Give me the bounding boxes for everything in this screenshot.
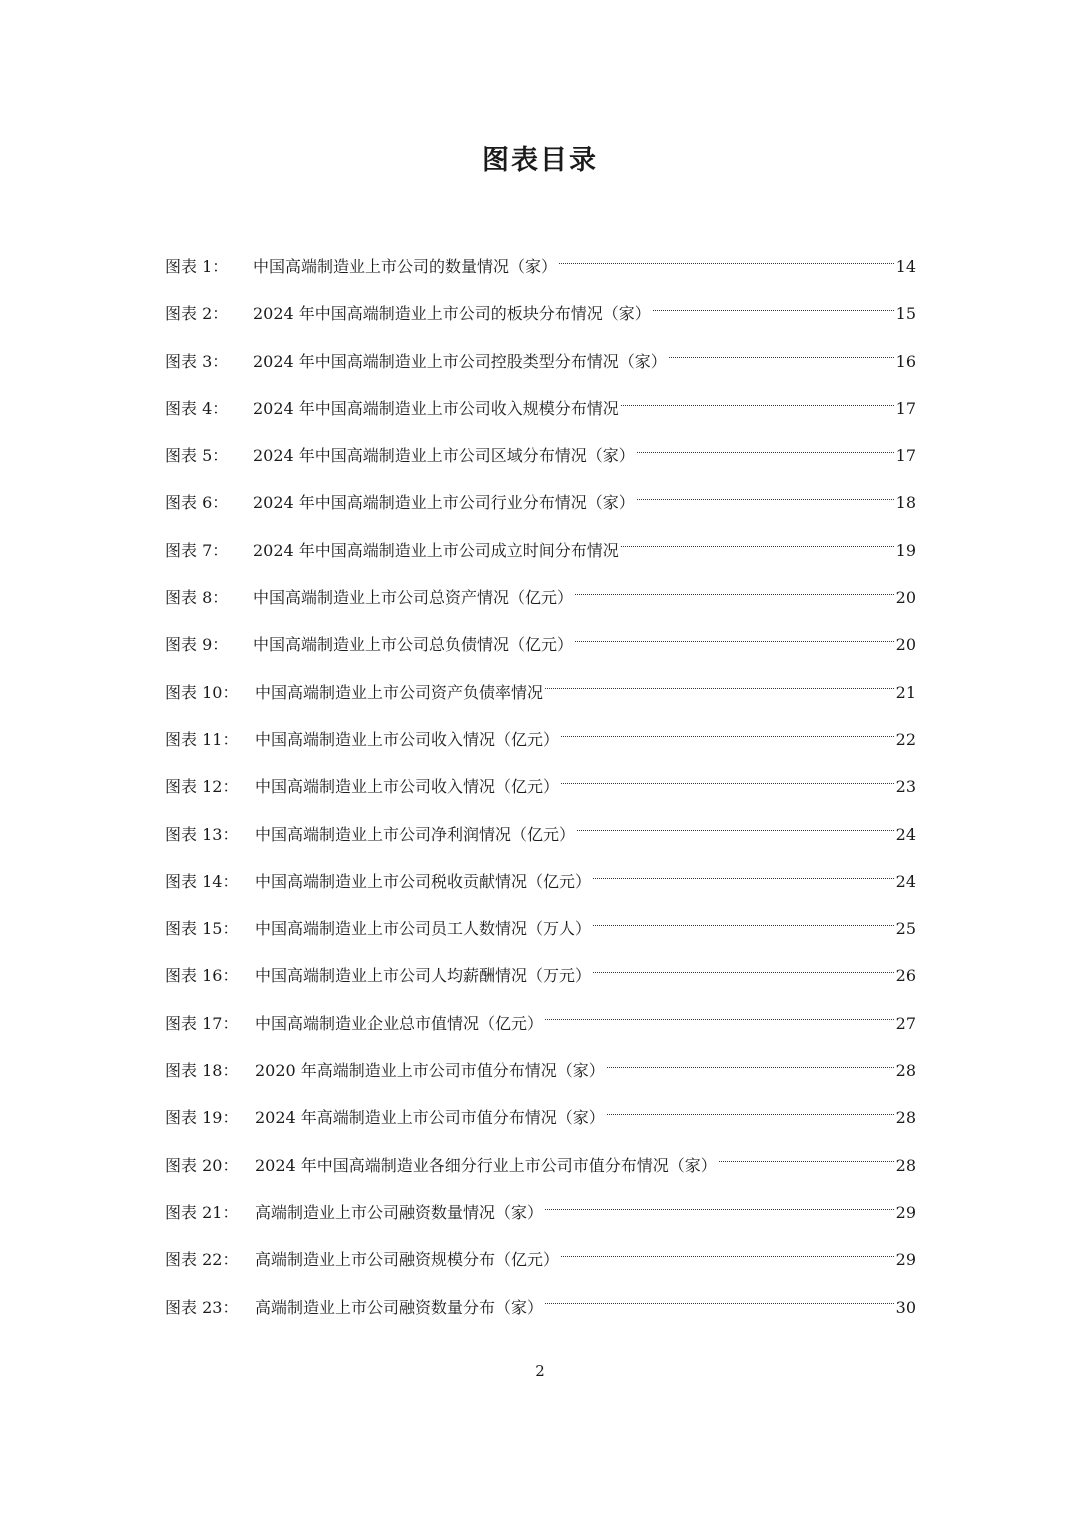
- toc-entry-label: 图表 9：: [165, 635, 229, 655]
- toc-entry-title: 2020 年高端制造业上市公司市值分布情况（家）: [255, 1061, 605, 1081]
- dot-leader: [653, 309, 894, 311]
- toc-entry-title: 高端制造业上市公司融资规模分布（亿元）: [255, 1250, 560, 1270]
- toc-entry[interactable]: [165, 811, 916, 858]
- toc-entry-page: 18: [895, 493, 916, 513]
- toc-entry-page: 21: [895, 682, 916, 702]
- toc-entry-label: 图表 2：: [165, 304, 229, 324]
- dot-leader: [607, 1066, 894, 1068]
- toc-entry-page: 28: [895, 1108, 916, 1128]
- toc-entry-page: 27: [895, 1013, 916, 1033]
- toc-entry-page: 24: [895, 824, 916, 844]
- toc-entry-title: 2024 年中国高端制造业上市公司成立时间分布情况: [253, 540, 619, 560]
- dot-leader: [545, 1302, 894, 1304]
- toc-entry[interactable]: [165, 574, 916, 621]
- toc-entry-title: 中国高端制造业上市公司员工人数情况（万人）: [255, 919, 592, 939]
- toc-entry-title: 中国高端制造业上市公司的数量情况（家）: [253, 257, 558, 276]
- dot-leader: [719, 1160, 894, 1162]
- toc-entry[interactable]: [165, 763, 916, 810]
- toc-entry-page: 19: [895, 540, 916, 560]
- dot-leader: [545, 687, 894, 689]
- toc-entry-page: 17: [895, 446, 916, 466]
- toc-entry-title: 2024 年中国高端制造业上市公司控股类型分布情况（家）: [253, 351, 667, 371]
- dot-leader: [607, 1113, 894, 1115]
- toc-entry-page: 24: [895, 871, 916, 891]
- dot-leader: [561, 735, 894, 737]
- toc-entry[interactable]: [165, 1000, 916, 1047]
- toc-entry-label: 图表 22：: [165, 1250, 239, 1270]
- toc-entry[interactable]: [165, 858, 916, 905]
- toc-entry-label: 图表 23：: [165, 1297, 239, 1317]
- toc-entry-label: 图表 16：: [165, 966, 239, 986]
- toc-entry-page: 22: [895, 729, 916, 749]
- toc-entry-label: 图表 10：: [165, 682, 239, 702]
- toc-entry-label: 图表 17：: [165, 1013, 239, 1033]
- toc-entry[interactable]: [165, 1236, 916, 1283]
- dot-leader: [559, 262, 894, 264]
- dot-leader: [621, 545, 894, 547]
- toc-entry-label: 图表 15：: [165, 919, 239, 939]
- toc-entry[interactable]: [165, 1094, 916, 1141]
- toc-entry-page: 14: [895, 257, 916, 276]
- toc-entry[interactable]: [165, 905, 916, 952]
- toc-entry-label: 图表 19：: [165, 1108, 239, 1128]
- toc-entry-title: 2024 年中国高端制造业上市公司的板块分布情况（家）: [253, 304, 651, 324]
- toc-entry-title: 中国高端制造业上市公司总资产情况（亿元）: [253, 588, 574, 608]
- toc-entry-label: 图表 3：: [165, 351, 229, 371]
- toc-entry[interactable]: [165, 290, 916, 337]
- toc-entry-title: 2024 年中国高端制造业上市公司区域分布情况（家）: [253, 446, 635, 466]
- dot-leader: [669, 356, 894, 358]
- toc-entry-label: 图表 1：: [165, 257, 229, 276]
- toc-entry-label: 图表 6：: [165, 493, 229, 513]
- toc-entry-page: 29: [895, 1250, 916, 1270]
- toc-entry-label: 图表 4：: [165, 398, 229, 418]
- dot-leader: [561, 782, 894, 784]
- toc-entry[interactable]: [165, 716, 916, 763]
- dot-leader: [575, 593, 894, 595]
- toc-entry-title: 中国高端制造业上市公司税收贡献情况（亿元）: [255, 871, 592, 891]
- toc-entry-title: 中国高端制造业上市公司收入情况（亿元）: [255, 777, 560, 797]
- toc-entry[interactable]: [165, 1142, 916, 1189]
- toc-entry-label: 图表 12：: [165, 777, 239, 797]
- dot-leader: [593, 924, 894, 926]
- toc-entry-page: 28: [895, 1061, 916, 1081]
- dot-leader: [593, 971, 894, 973]
- toc-entry-page: 17: [895, 398, 916, 418]
- toc-entry-label: 图表 18：: [165, 1061, 239, 1081]
- toc-entry-label: 图表 14：: [165, 871, 239, 891]
- toc-entry[interactable]: [165, 479, 916, 526]
- dot-leader: [637, 451, 894, 453]
- dot-leader: [637, 498, 894, 500]
- toc-entry-label: 图表 5：: [165, 446, 229, 466]
- toc-entry-title: 2024 年中国高端制造业各细分行业上市公司市值分布情况（家）: [255, 1155, 717, 1175]
- toc-entry-page: 16: [895, 351, 916, 371]
- dot-leader: [545, 1208, 894, 1210]
- toc-entry-page: 15: [895, 304, 916, 324]
- toc-entry[interactable]: [165, 385, 916, 432]
- toc-entry[interactable]: [165, 338, 916, 385]
- toc-entry-label: 图表 11：: [165, 729, 239, 749]
- toc-entry[interactable]: [165, 432, 916, 479]
- toc-entry-title: 2024 年中国高端制造业上市公司行业分布情况（家）: [253, 493, 635, 513]
- toc-entry-label: 图表 20：: [165, 1155, 239, 1175]
- toc-entry-title: 2024 年中国高端制造业上市公司收入规模分布情况: [253, 398, 619, 418]
- toc-entry-label: 图表 13：: [165, 824, 239, 844]
- toc-entry-page: 30: [895, 1297, 916, 1317]
- page-number: 2: [535, 1362, 545, 1380]
- toc-entry-page: 29: [895, 1202, 916, 1222]
- toc-entry-title: 中国高端制造业上市公司净利润情况（亿元）: [255, 824, 576, 844]
- toc-entry[interactable]: [165, 621, 916, 668]
- toc-entry-title: 高端制造业上市公司融资数量情况（家）: [255, 1202, 544, 1222]
- toc-entry-page: 20: [895, 635, 916, 655]
- toc-entry-label: 图表 21：: [165, 1202, 239, 1222]
- toc-entry-page: 28: [895, 1155, 916, 1175]
- dot-leader: [575, 640, 894, 642]
- toc-entry-page: 23: [895, 777, 916, 797]
- toc-entry-title: 2024 年高端制造业上市公司市值分布情况（家）: [255, 1108, 605, 1128]
- toc-entry-title: 高端制造业上市公司融资数量分布（家）: [255, 1297, 544, 1317]
- toc-entry-page: 20: [895, 588, 916, 608]
- dot-leader: [561, 1255, 894, 1257]
- toc-entry[interactable]: [165, 1047, 916, 1094]
- toc-entry-label: 图表 8：: [165, 588, 229, 608]
- toc-entry[interactable]: [165, 669, 916, 716]
- toc-entry-title: 中国高端制造业上市公司收入情况（亿元）: [255, 729, 560, 749]
- toc-entry[interactable]: [165, 952, 916, 999]
- dot-leader: [593, 877, 894, 879]
- toc-entry[interactable]: [165, 527, 916, 574]
- toc-entry[interactable]: [165, 243, 916, 290]
- toc-entry-page: 26: [895, 966, 916, 986]
- dot-leader: [577, 829, 894, 831]
- toc-entry-title: 中国高端制造业企业总市值情况（亿元）: [255, 1013, 544, 1033]
- toc-entry-title: 中国高端制造业上市公司总负债情况（亿元）: [253, 635, 574, 655]
- table-of-figures: [165, 243, 916, 1331]
- toc-entry[interactable]: [165, 1284, 916, 1331]
- toc-entry[interactable]: [165, 1189, 916, 1236]
- toc-entry-label: 图表 7：: [165, 540, 229, 560]
- toc-entry-title: 中国高端制造业上市公司资产负债率情况: [255, 682, 544, 702]
- page-title: 图表目录: [482, 145, 598, 176]
- toc-entry-page: 25: [895, 919, 916, 939]
- toc-entry-title: 中国高端制造业上市公司人均薪酬情况（万元）: [255, 966, 592, 986]
- dot-leader: [545, 1018, 894, 1020]
- dot-leader: [621, 404, 894, 406]
